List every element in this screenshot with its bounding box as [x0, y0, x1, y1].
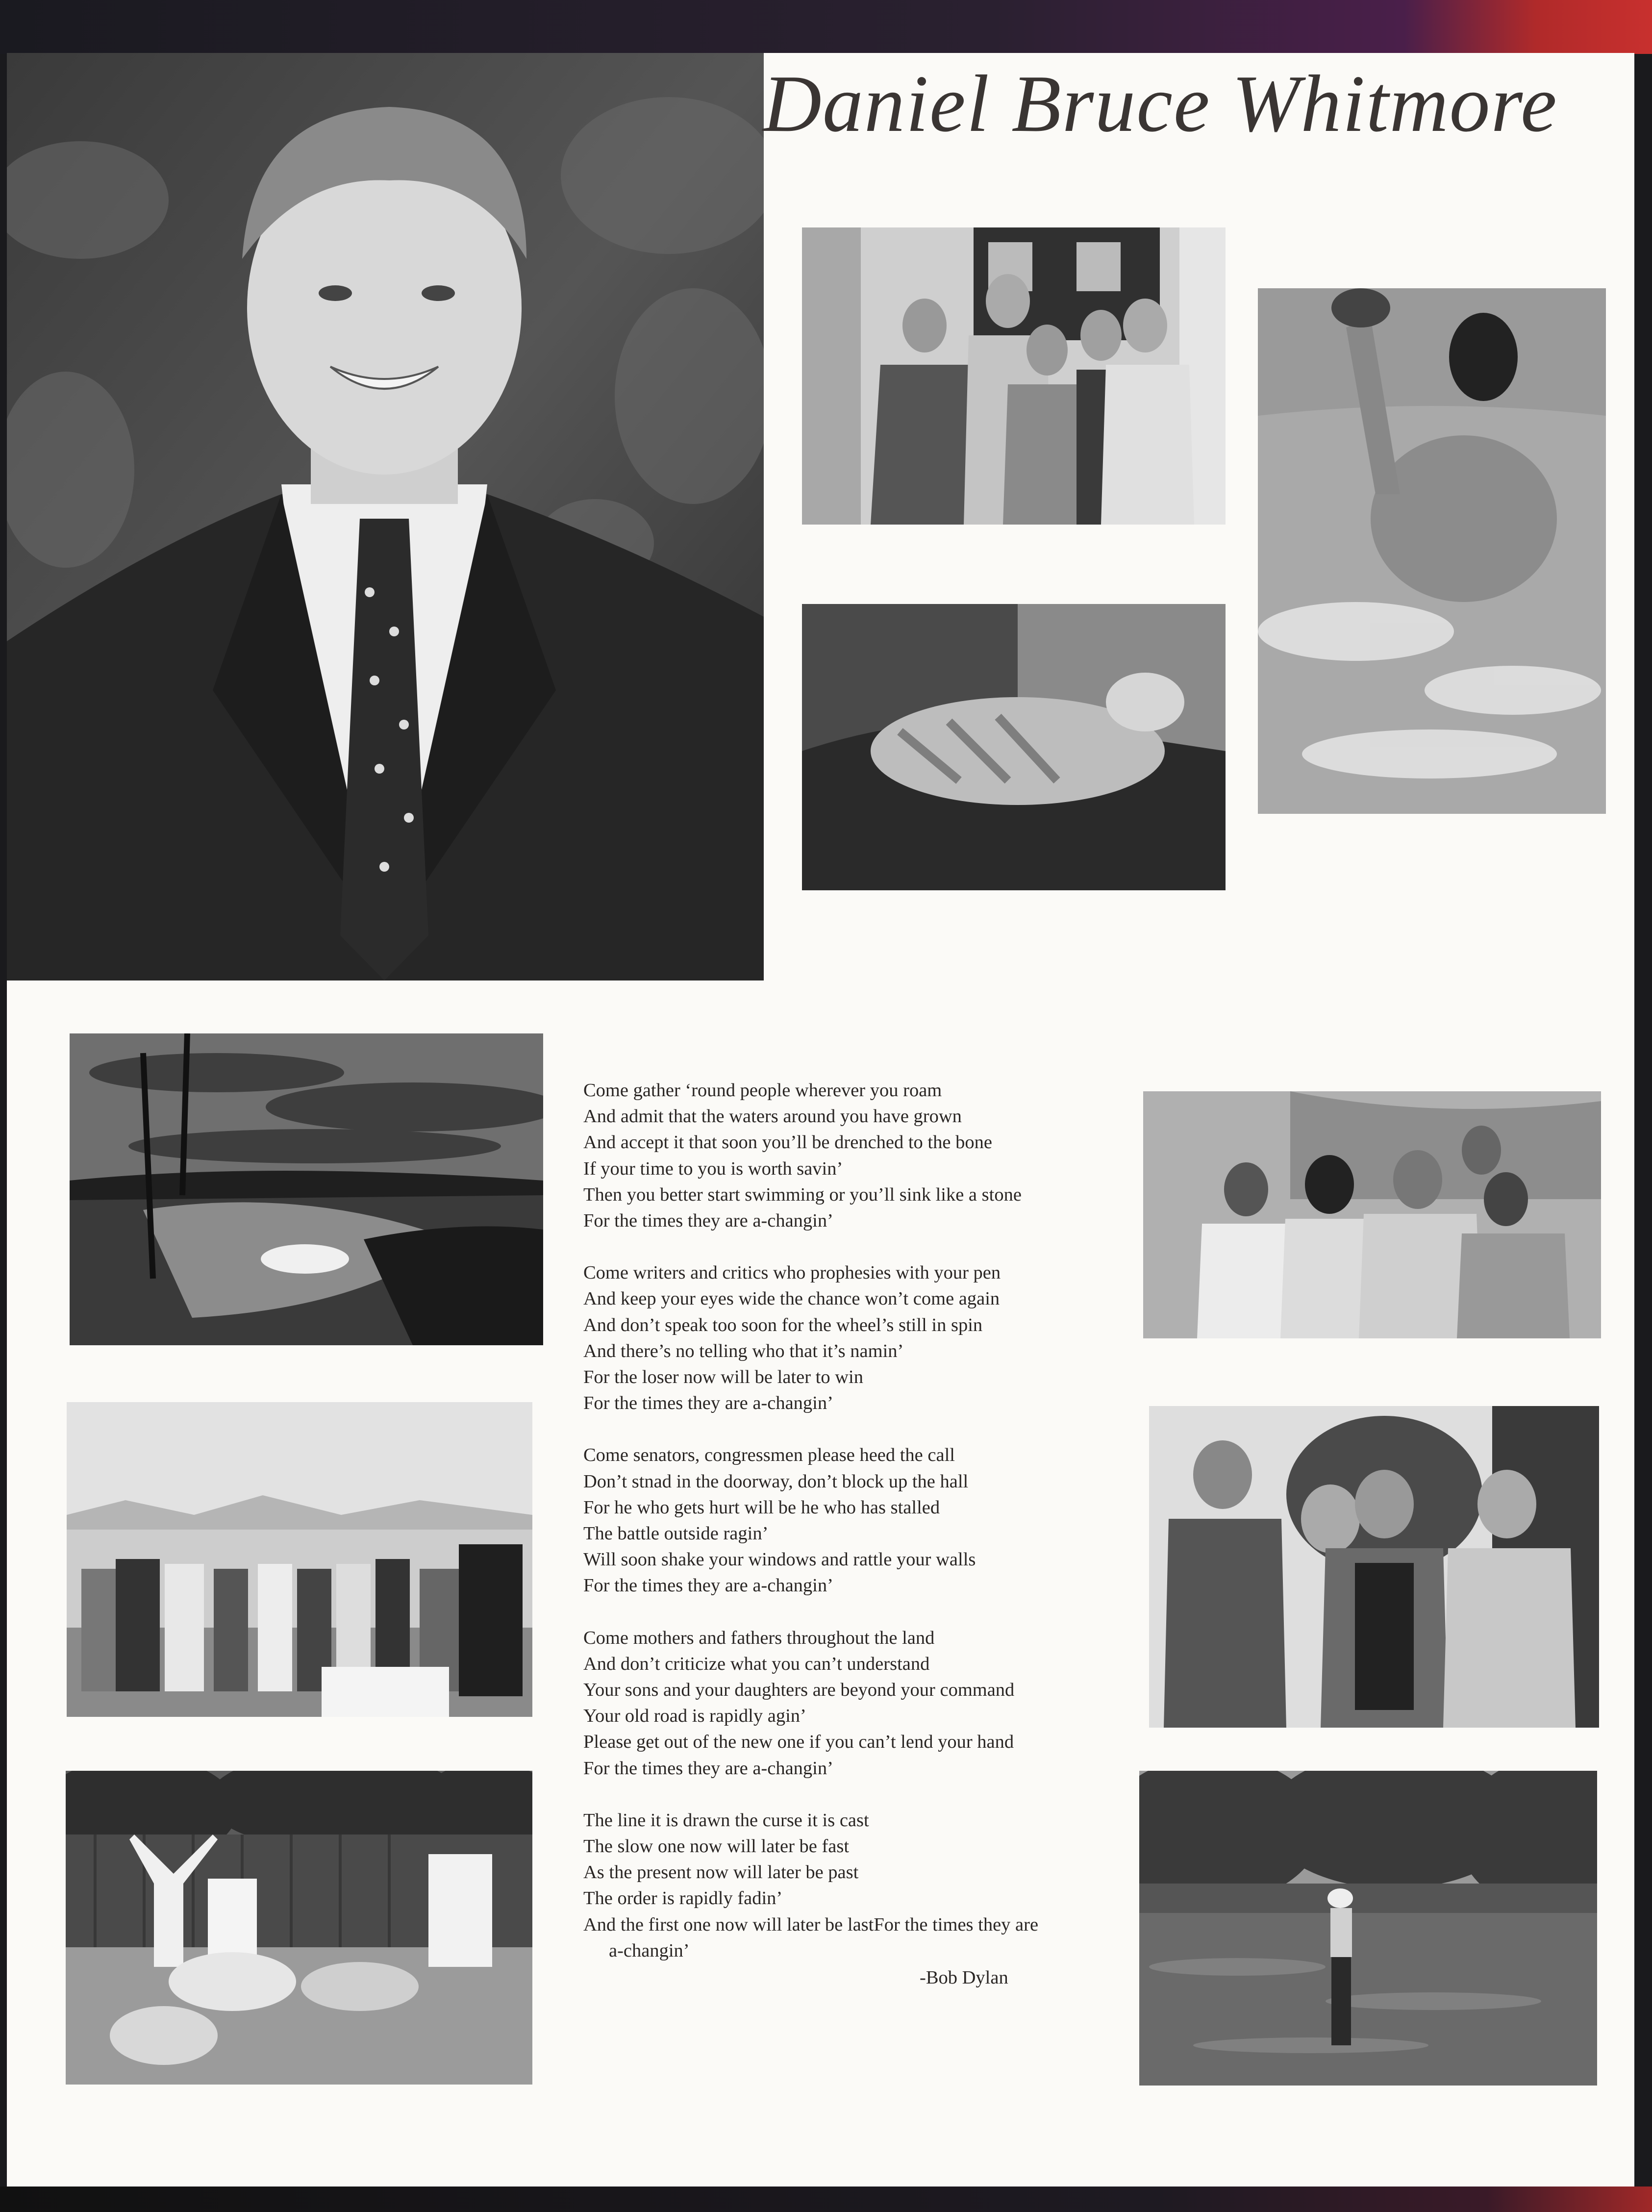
poem-line: As the present now will later be past [583, 1862, 859, 1883]
poem-line: And don’t speak too soon for the wheel’s still in spin [583, 1314, 983, 1335]
poem-line: For the times they are a-changin’ [583, 1210, 833, 1232]
poem-line: Please get out of the new one if you can’t lend your hand [583, 1732, 1014, 1753]
poem-line: Come senators, congressmen please heed the call [583, 1445, 955, 1466]
poem-line: And accept it that soon you’ll be drenched to the bone [583, 1132, 992, 1153]
poem-line: For the times they are a-changin’ [583, 1393, 833, 1414]
poem-stanza [583, 1442, 1123, 1599]
poem-line: And there’s no telling who that it’s namin’ [583, 1340, 904, 1361]
dog-photo [802, 604, 1226, 890]
poem-line: Come mothers and fathers throughout the land [583, 1627, 935, 1648]
poem-line: For the times they are a-changin’ [583, 1758, 833, 1779]
poem-stanza [583, 1078, 1123, 1234]
party-friends-photo [1149, 1406, 1599, 1728]
poem-line: Will soon shake your windows and rattle your walls [583, 1549, 976, 1570]
poem-stanza [583, 1808, 1123, 1964]
poem-line: Then you better start swimming or you’ll sink like a stone [583, 1184, 1022, 1205]
poem-line: Come writers and critics who prophesies with your pen [583, 1262, 1001, 1283]
book-binding-bottom [0, 2187, 1652, 2212]
poem-line: Come gather ‘round people wherever you roam [583, 1080, 942, 1101]
poem-line: The line it is drawn the curse it is cast [583, 1810, 869, 1831]
poem-line: And the first one now will later be lastFor the times they are [583, 1914, 1039, 1935]
friends-group-photo [1143, 1091, 1601, 1338]
poem-line: Your sons and your daughters are beyond your command [583, 1680, 1015, 1701]
backyard-kids-photo [66, 1771, 532, 2085]
poem-line: The slow one now will later be fast [583, 1836, 850, 1857]
water-polo-photo [1258, 288, 1606, 814]
student-name-title: Daniel Bruce Whitmore [763, 58, 1558, 149]
poem-line: For the times they are a-changin’ [583, 1575, 833, 1596]
poem-line: The order is rapidly fadin’ [583, 1888, 783, 1909]
poem-line: The battle outside ragin’ [583, 1523, 769, 1544]
lake-sunset-photo [70, 1033, 543, 1345]
family-photo [802, 227, 1226, 525]
poem-line: a-changin’ [609, 1940, 690, 1961]
poem-text [583, 1078, 1123, 1990]
poem-line: Your old road is rapidly agin’ [583, 1706, 806, 1727]
poem-line: If your time to you is worth savin’ [583, 1158, 843, 1179]
poem-stanza [583, 1260, 1123, 1416]
poem-attribution: -Bob Dylan [920, 1967, 1008, 1988]
poem-line: And admit that the waters around you have grown [583, 1106, 962, 1127]
book-binding-top [0, 0, 1652, 54]
poem-line: For the loser now will be later to win [583, 1367, 863, 1388]
lake-group-photo [67, 1402, 532, 1717]
poem-line: For he who gets hurt will be he who has stalled [583, 1497, 940, 1518]
poem-line: And don’t criticize what you can’t understand [583, 1653, 930, 1674]
poem-stanza [583, 1625, 1123, 1782]
senior-portrait-photo [7, 53, 764, 980]
poem-line: Don’t stnad in the doorway, don’t block up the hall [583, 1471, 969, 1492]
fly-fishing-photo [1139, 1771, 1597, 2086]
poem-line: And keep your eyes wide the chance won’t come again [583, 1288, 1000, 1309]
